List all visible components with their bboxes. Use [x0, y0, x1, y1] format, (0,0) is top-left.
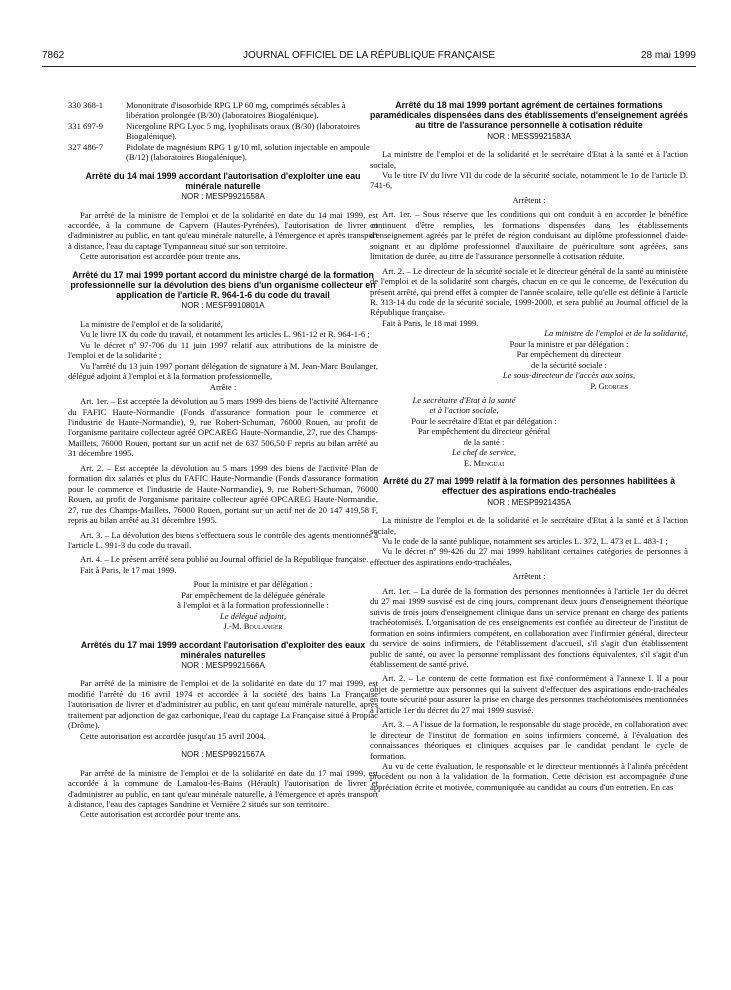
- medicine-item: [68, 100, 378, 121]
- signature-line: Pour la ministre et par délégation :: [509, 338, 629, 349]
- nor-reference: NOR : MESP9921566A: [181, 661, 265, 670]
- article-2: Art. 2. – Est acceptée la dévolution au 5 mars 1999 des biens de l'activité Plan de formation dix salariés et plus du FAFIC Haute-Normandie (Fonds d'assurance formation pour le commerce et l'industrie de Haute-Normandie), 9, rue Robert-Schuman, 76000 Rouen, au profit de l'organisme paritaire collecteur agréé OPCAREG Haute-Normandie, 27, rue des Champs-Maillets, 76000 Rouen, portant sur un actif net de 20 147 419,58 F, repris au bilan arrêté au 31 décembre 1995.: [68, 462, 378, 526]
- medicine-code: 327 486-7: [68, 141, 104, 152]
- medicine-text: Pidolate de magnésium RPG 1 g/10 ml, solution injectable en ampoule (B/12) (laboratoires Biogalénique).: [126, 141, 370, 163]
- paragraph: La ministre de l'emploi et de la solidarité et le secrétaire d'Etat à la santé et à l'action sociale,: [370, 149, 688, 170]
- journal-title: JOURNAL OFFICIEL DE LA RÉPUBLIQUE FRANÇAISE: [242, 50, 496, 61]
- right-column: [370, 100, 688, 792]
- decree-title: Arrêté du 17 mai 1999 portant accord du ministre chargé de la formation professionnelle sur la dévolution des biens d'un organisme collecteur en application de l'article R. 964-1-6 du code du travail: [70, 269, 376, 301]
- article-1: Art. 1er. – Sous réserve que les conditions qui ont conduit à en accorder le bénéfice continuent d'être remplies, les formations dispensées dans les établissements d'enseignement agréés par le préfet de région conduisant au diplôme professionnel d'aide-soignant et au diplôme professionnel d'auxiliaire de puériculture sont agréées, sans limitation de durée, au titre de l'assurance personnelle à cotisation réduite.: [370, 209, 688, 262]
- signature-line: Par empêchement du directeur: [516, 349, 622, 360]
- header-rule: [42, 66, 696, 67]
- paragraph: La ministre de l'emploi et de la solidarité et le secrétaire d'Etat à la santé et à l'action sociale,: [370, 515, 688, 536]
- signature-line: Pour le secrétaire d'Etat et par délégation :: [411, 415, 557, 426]
- arrete-heading: Arrête :: [209, 381, 237, 392]
- signature-line: et à l'action sociale,: [429, 405, 499, 416]
- decree-title: Arrêté du 18 mai 1999 portant agrément de certaines formations paramédicales dispensées dans des établissements d'enseignement agréés au titre de l'assurance personnelle à cotisation réduite: [370, 100, 688, 131]
- arrete-heading: Arrêtent :: [512, 194, 546, 205]
- signatory-name: E. Menguai: [463, 457, 505, 468]
- paragraph: Cette autorisation est accordée pour trente ans.: [80, 251, 241, 262]
- medicine-code: 330 368-1: [68, 100, 104, 110]
- signature-line: Par empêchement de la déléguée générale: [181, 589, 325, 600]
- signature-line: Le sous-directeur de l'accès aux soins,: [502, 370, 636, 381]
- article-4: Art. 4. – Le présent arrêté sera publié au Journal officiel de la République française.: [80, 554, 369, 565]
- decree-title: Arrêté du 27 mai 1999 relatif à la formation des personnes habilitées à effectuer des aspirations endo-trachéales: [382, 476, 676, 497]
- medicine-item: [68, 121, 378, 142]
- paragraph: Vu le titre IV du livre VII du code de la sécurité sociale, notamment le 1o de l'article D. 741-6,: [370, 169, 688, 191]
- article-3: Art. 3. – La dévolution des biens s'effectuera sous le contrôle des agents mentionnés à l'article L. 991-3 du code du travail.: [68, 529, 378, 550]
- signature-place-date: Fait à Paris, le 17 mai 1999.: [80, 564, 177, 575]
- page-header: [42, 50, 696, 64]
- signature-line: à l'emploi et à la formation professionnelle :: [177, 600, 329, 611]
- signature-line: Le délégué adjoint,: [219, 610, 287, 621]
- signatory-name: P. Georges: [590, 380, 628, 391]
- medicine-text: Nicergoline RPG Lyoc 5 mg, lyophilisats oraux (B/30) (laboratoires Biogalénique).: [126, 120, 360, 142]
- signature-line: de la santé :: [463, 436, 505, 447]
- arrete-heading: Arrêtent :: [512, 571, 546, 582]
- decree-title: Arrêtés du 17 mai 1999 accordant l'autorisation d'exploiter des eaux minérales naturelles: [80, 639, 366, 660]
- nor-reference: NOR : MESF9910801A: [181, 301, 265, 311]
- nor-reference: NOR : MESP9921558A: [181, 192, 265, 202]
- paragraph: Vu l'arrêté du 13 juin 1997 portant délégation de signature à M. Jean-Marc Boulanger, délégué adjoint à l'emploi et à la formation professionnelle,: [68, 360, 378, 382]
- paragraph: Par arrêté de la ministre de l'emploi et de la solidarité en date du 14 mai 1999, est accordée, à la commune de Capvern (Hautes-Pyrénées), l'autorisation de livrer et d'administrer au public, en tant qu'eau minérale naturelle, à l'émergence et après transport à distance, l'eau du captage Tympanneau situé sur son territoire.: [68, 209, 378, 251]
- signatory-name: J.-M. Boulanger: [223, 621, 283, 632]
- paragraph: Au vu de cette évaluation, le responsable et le directeur mentionnés à l'alinéa précédent procèdent ou non à la validation de la formation. Cette décision est accompagnée d'une appréciation écrite et motivée, communiquée au candidat au cours d'un entretien. En cas: [370, 761, 688, 792]
- article-2: Art. 2. – Le directeur de la sécurité sociale et le directeur général de la santé au ministère de l'emploi et de la solidarité sont chargés, chacun en ce qui le concerne, de l'exécution du présent arrêté, qui prend effet à compter de l'année scolaire, telle qu'elle est définie à l'article R. 313-14 du code de la sécurité sociale, 1999-2000, et sera publié au Journal officiel de la République française.: [370, 265, 688, 318]
- signature-place-date: Fait à Paris, le 18 mai 1999.: [382, 317, 479, 328]
- article-2: Art. 2. – Le contenu de cette formation est fixé conformément à l'annexe I. Il a pour objet de permettre aux personnes qui la suivent d'effectuer des aspirations endo-trachéales en toute sécurité pour assurer la prise en charge des personnes trachéotomisées mentionnées à l'article 1er du décret du 27 mai 1999 susvisé.: [370, 673, 688, 715]
- signature-line: La ministre de l'emploi et de la solidarité,: [544, 328, 688, 339]
- issue-date: 28 mai 1999: [640, 50, 696, 61]
- signature-line: Le secrétaire d'Etat à la santé: [412, 395, 516, 406]
- signature-line: Le chef de service,: [452, 447, 516, 458]
- decree-title: Arrêté du 14 mai 1999 accordant l'autorisation d'exploiter une eau minérale naturelle: [85, 170, 361, 191]
- paragraph: Cette autorisation est accordée pour trente ans.: [80, 809, 241, 820]
- left-column: [68, 100, 378, 820]
- article-3: Art. 3. – A l'issue de la formation, le responsable du stage procède, en collaboration avec le directeur de l'institut de formation en soins infirmiers concerné, à l'évaluation des connaissances théoriques et cliniques acquises par le candidat pendant le cycle de formation.: [370, 719, 688, 761]
- nor-reference: NOR : MESP9921435A: [487, 497, 571, 507]
- nor-reference: NOR : MESS9921583A: [487, 131, 571, 141]
- article-1: Art. 1er. – Est acceptée la dévolution au 5 mars 1999 des biens de l'activité Alternance du FAFIC Haute-Normandie (Fonds d'assurance formation pour le commerce et l'industrie de Haute-Normandie), 9, rue Robert-Schuman, 76000 Rouen, au profit de l'organisme paritaire collecteur agréé OPCAREG Haute-Normandie, 27, rue des Champs-Maillets, 76000 Rouen, portant sur un actif net de 637 506,50 F repris au bilan arrêté au 31 décembre 1995.: [68, 396, 378, 459]
- paragraph: Vu le livre IX du code du travail, et notamment les articles L. 961-12 et R. 964-1-6 ;: [80, 329, 370, 340]
- paragraph: Par arrêté de la ministre de l'emploi et de la solidarité en date du 17 mai 1999, est accordée à la commune de Lamalou-les-Bains (Hérault) l'autorisation de livrer et d'administrer au public, en tant qu'eau minérale naturelle, à l'émergence et après transport à distance, l'eau des captages Sandrine et Vernière 2 situés sur son territoire.: [68, 767, 378, 809]
- signature-line: Pour la ministre et par délégation :: [193, 579, 313, 590]
- nor-reference: NOR : MESP9921567A: [181, 750, 265, 760]
- paragraph: Cette autorisation est accordée jusqu'au 15 avril 2004.: [80, 730, 266, 741]
- signature-line: Par empêchement du directeur général: [417, 426, 551, 437]
- signature-line: de la sécurité sociale :: [531, 359, 607, 370]
- medicine-code: 331 697-9: [68, 120, 104, 131]
- paragraph: La ministre de l'emploi et de la solidarité,: [80, 318, 223, 329]
- paragraph: Vu le décret nº 99-426 du 27 mai 1999 habilitant certaines catégories de personnes à effectuer des aspirations endo-trachéales,: [370, 546, 688, 567]
- paragraph: Vu le décret nº 97-706 du 11 juin 1997 relatif aux attributions de la ministre de l'emploi et de la solidarité ;: [68, 339, 378, 361]
- paragraph: Par arrêté de la ministre de l'emploi et de la solidarité en date du 17 mai 1999, est modifié l'arrêté du 16 avril 1974 et accordée à la société des bains La Française l'autorisation de livrer et d'administrer au public, en tant qu'eau minérale naturelle, après traitement par adjonction de gaz carbonique, l'eau du captage La Française situé à Propiac (Drôme).: [68, 678, 378, 731]
- medicine-item: [68, 142, 378, 163]
- paragraph: Vu le code de la santé publique, notamment ses articles L. 372, L. 473 et L. 483-1 ;: [382, 535, 668, 546]
- page-number: 7862: [42, 50, 65, 61]
- article-1: Art. 1er. – La durée de la formation des personnes mentionnées à l'article 1er du décret du 27 mai 1999 susvisé est de cinq jours, comprenant deux jours d'enseignement théorique suivis de trois jours d'enseignement clinique dans un service prenant en charge des patients trachéotomisés. L'organisation de ces enseignements est confiée au directeur de l'institut de formation en soins infirmiers compétent, en collaboration avec l'infirmier général, directeur du service de soins infirmiers, de l'établissement d'accueil, s'il s'agit d'un établissement public de santé, ou avec la personne remplissant des fonctions équivalentes, s'il s'agit d'un établissement de santé privé.: [370, 585, 688, 669]
- medicine-text: Mononitrate d'isosorbide RPG LP 60 mg, comprimés sécables à libération prolongée (B/30) (laboratoires Biogalénique).: [126, 100, 346, 121]
